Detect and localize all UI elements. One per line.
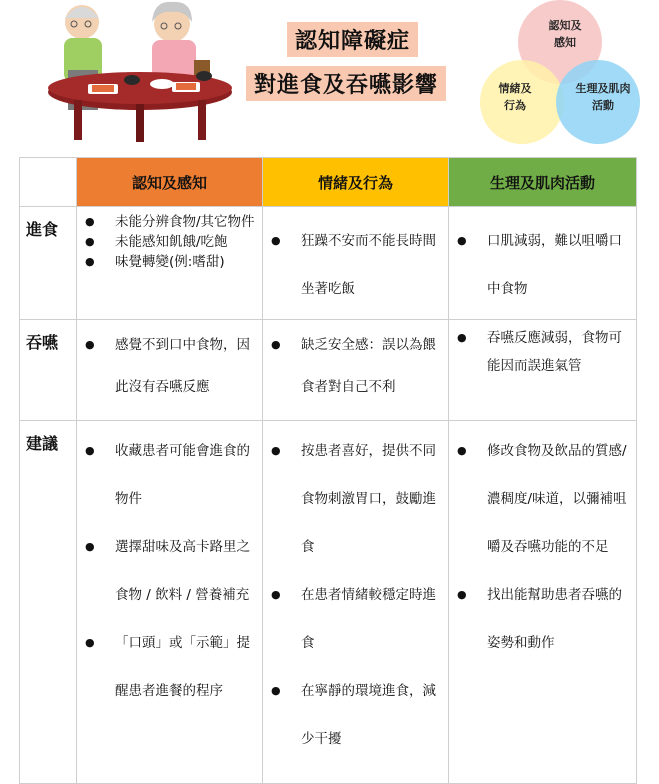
venn-label-left: 情緒及行為	[498, 82, 532, 112]
row-label-swallowing: 吞嚥	[20, 320, 77, 421]
header-empty	[20, 158, 77, 207]
table-row-suggestions	[20, 421, 637, 784]
header-cognition: 認知及感知	[77, 158, 263, 207]
cell-suggestions-emotion	[263, 421, 449, 784]
table-row-eating	[20, 207, 637, 320]
list-item: ● 「口頭」或「示範」提醒患者進餐的程序	[77, 619, 256, 715]
title-line-2: 對進食及吞嚥影響	[246, 66, 446, 101]
list-item: ● 修改食物及飲品的質感/濃稠度/味道，以彌補咀嚼及吞嚥功能的不足	[449, 427, 630, 571]
list-item: ● 在寧靜的環境進食，減少干擾	[263, 667, 442, 763]
list-item: ● 味覺轉變(例:嗜甜)	[77, 253, 256, 271]
elderly-couple-eating-illustration	[44, 0, 244, 150]
list-item: ● 口肌減弱，難以咀嚼口中食物	[449, 217, 630, 313]
table-row-swallowing	[20, 320, 637, 421]
list-item: ● 缺乏安全感：誤以為餵食者對自己不利	[263, 324, 442, 408]
row-label-suggestions: 建議	[20, 421, 77, 784]
cell-suggestions-cognition	[77, 421, 263, 784]
list-item: ● 吞嚥反應減弱，食物可能因而誤進氣管	[449, 324, 630, 380]
cell-swallowing-cognition	[77, 320, 263, 421]
cell-eating-physiology	[449, 207, 637, 320]
list-item: ● 未能感知飢餓/吃飽	[77, 233, 256, 251]
effects-table	[19, 157, 637, 784]
cell-swallowing-emotion	[263, 320, 449, 421]
list-item: ● 收藏患者可能會進食的物件	[77, 427, 256, 523]
table-header-row	[20, 158, 637, 207]
list-item: ● 按患者喜好，提供不同食物刺激胃口，鼓勵進食	[263, 427, 442, 571]
header-physiology: 生理及肌肉活動	[449, 158, 637, 207]
row-label-eating: 進食	[20, 207, 77, 320]
header-emotion: 情緒及行為	[263, 158, 449, 207]
list-item: ● 狂躁不安而不能長時間坐著吃飯	[263, 217, 442, 313]
list-item: ● 未能分辨食物/其它物件	[77, 213, 256, 231]
list-item: ● 找出能幫助患者吞嚥的姿勢和動作	[449, 571, 630, 667]
cell-suggestions-physiology	[449, 421, 637, 784]
list-item: ● 感覺不到口中食物，因此沒有吞嚥反應	[77, 324, 256, 408]
cell-eating-cognition	[77, 207, 263, 320]
cell-swallowing-physiology	[449, 320, 637, 421]
list-item: ● 選擇甜味及高卡路里之食物 / 飲料 / 營養補充	[77, 523, 256, 619]
venn-label-right: 生理及肌肉活動	[575, 82, 631, 112]
title-line-1: 認知障礙症	[287, 22, 418, 57]
venn-label-top: 認知及感知	[548, 19, 582, 49]
cell-eating-emotion	[263, 207, 449, 320]
list-item: ● 在患者情緒較穩定時進食	[263, 571, 442, 667]
